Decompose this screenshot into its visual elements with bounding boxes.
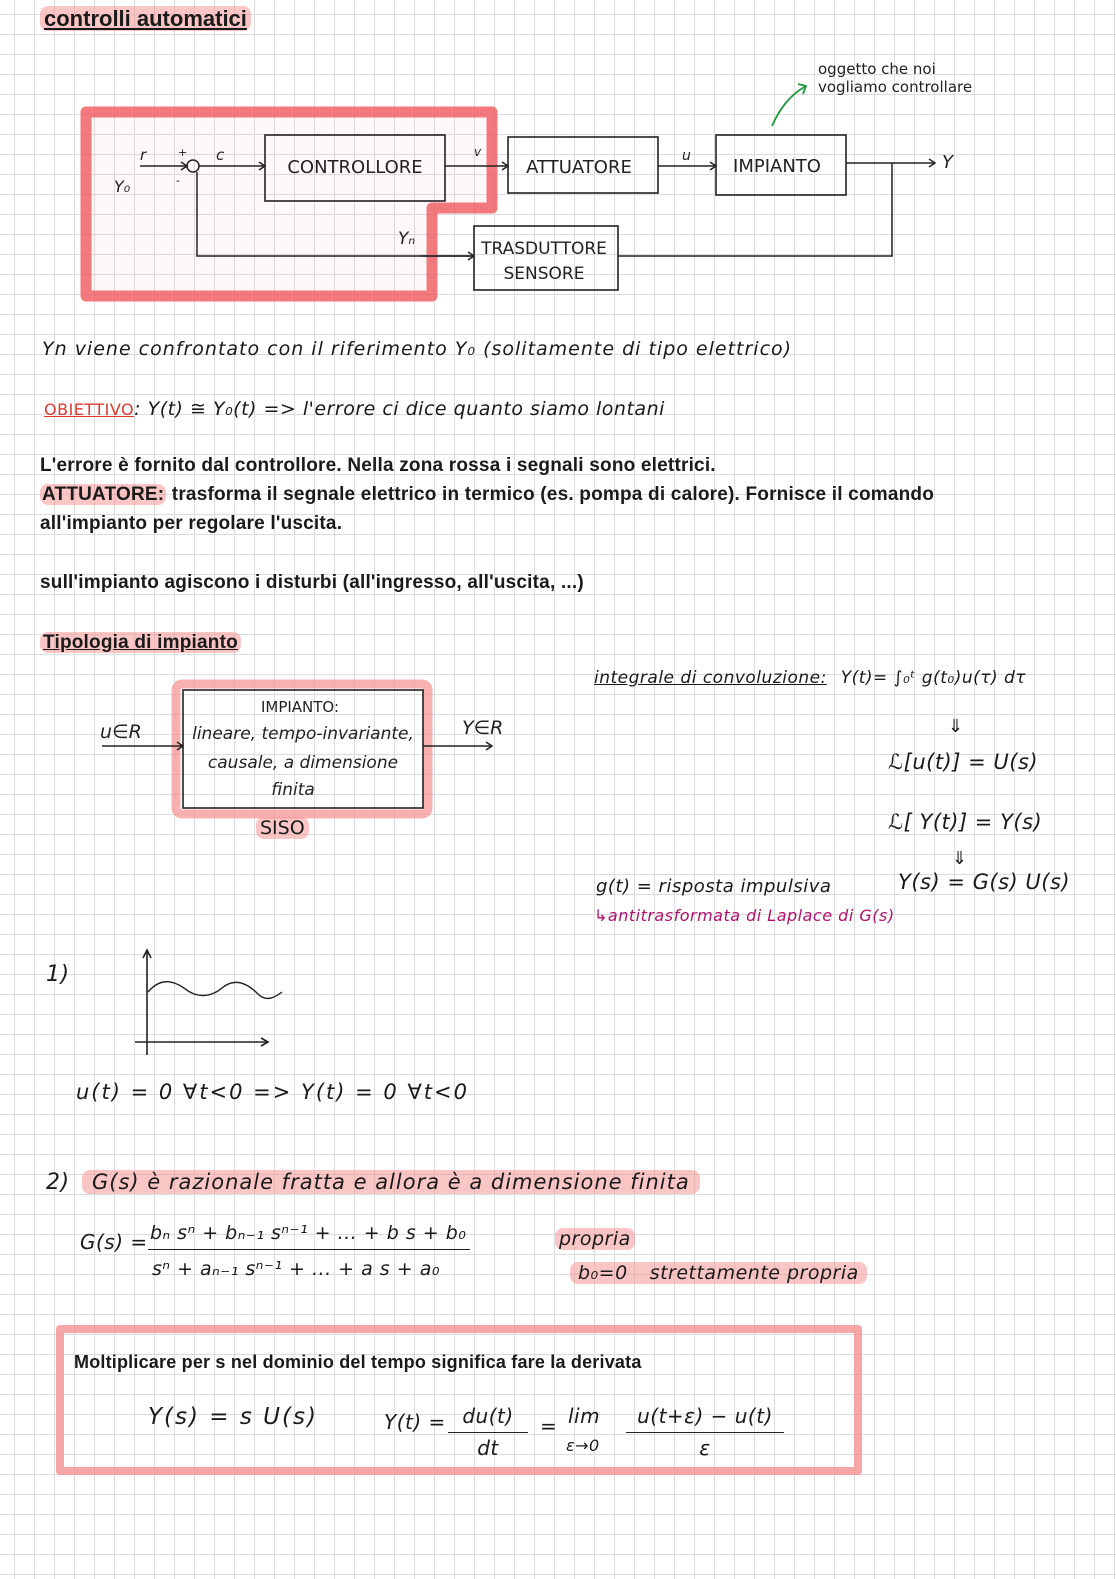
propria-label: propria [555, 1228, 635, 1250]
u-label: u [682, 148, 691, 164]
annotation-line-2: vogliamo controllare [818, 78, 973, 96]
attuatore-label: ATTUATORE [526, 157, 632, 178]
convolution-label: integrale di convoluzione: [594, 668, 827, 688]
tipologia-heading: Tipologia di impianto [40, 632, 241, 654]
laplace-result: Y(s) = G(s) U(s) [898, 870, 1071, 894]
attuatore-text: trasforma il segnale elettrico in termico (es. pompa di calore). Fornisce il comando [166, 484, 935, 505]
error-line: L'errore è fornito dal controllore. Nella zona rossa i segnali sono elettrici. [40, 455, 716, 476]
derivative-text: Moltiplicare per s nel dominio del tempo significa fare la derivata [74, 1352, 642, 1372]
laplace-y: ℒ[ Y(t)] = Y(s) [888, 810, 1043, 834]
b0-label: b₀=0 [578, 1262, 628, 1284]
strettamente-label: strettamente propria [649, 1262, 859, 1284]
yn-label: Yₙ [398, 229, 416, 249]
point-2-text: G(s) è razionale fratta e allora è a dimensione finita [82, 1170, 700, 1194]
lim-label: lim [568, 1404, 601, 1428]
sensore-label: SENSORE [503, 264, 585, 284]
c-label: c [216, 146, 225, 164]
block-diagram [0, 0, 1116, 320]
derivative-bar [448, 1432, 528, 1433]
objective-text: : Y(t) ≅ Y₀(t) => l'errore ci dice quanto siamo lontani [134, 398, 665, 420]
g-definition: g(t) = risposta impulsiva [596, 876, 832, 897]
impianto-label: IMPIANTO [733, 156, 821, 177]
plus-sign: + [178, 146, 188, 159]
lim-numerator: u(t+ε) − u(t) [637, 1404, 773, 1428]
lim-bar [626, 1432, 784, 1433]
page-title: controlli automatici [40, 6, 251, 32]
derivative-lhs: Y(s) = s U(s) [148, 1404, 318, 1430]
laplace-u: ℒ[u(t)] = U(s) [888, 750, 1039, 774]
g-denominator: sⁿ + aₙ₋₁ sⁿ⁻¹ + ... + a s + a₀ [152, 1258, 440, 1280]
controllore-label: CONTROLLORE [287, 157, 423, 178]
r-label: r [140, 146, 147, 164]
green-arrow-icon [772, 86, 806, 126]
g-lhs: G(s) = [80, 1230, 148, 1254]
attuatore-line [40, 484, 934, 506]
point-1-number: 1) [46, 962, 70, 987]
siso-box-line-3: finita [271, 780, 315, 800]
siso-block [183, 690, 423, 808]
derivative-den: dt [477, 1436, 499, 1460]
derivative-num: du(t) [462, 1404, 514, 1428]
convolution-line [594, 668, 1026, 688]
annotation-line-1: oggetto che noi [818, 60, 936, 78]
trasduttore-label: TRASDUTTORE [481, 239, 607, 259]
down-arrow-icon-1: ⇓ [948, 716, 964, 737]
minus-sign: - [176, 174, 180, 187]
point-2-number: 2) [46, 1170, 70, 1195]
objective-label: OBIETTIVO [44, 400, 135, 419]
siso-highlight [176, 684, 428, 814]
red-zone-outline [86, 112, 492, 296]
y0-label: Y₀ [114, 177, 131, 196]
attuatore-line-2: all'impianto per regolare l'uscita. [40, 513, 343, 534]
graph-curve [148, 982, 282, 999]
objective-line [44, 398, 665, 420]
down-arrow-icon-2: ⇓ [952, 848, 968, 869]
g-note: ↳antitrasformata di Laplace di G(s) [594, 906, 895, 925]
lim-denominator: ε [699, 1436, 711, 1460]
y-output-label: Y [942, 152, 953, 173]
siso-label: SISO [256, 817, 309, 839]
strettamente-line [570, 1262, 867, 1284]
v-label: v [474, 145, 482, 159]
convolution-formula: Y(t)= ∫₀ᵗ g(t₀)u(τ) dτ [840, 668, 1027, 688]
attuatore-label: ATTUATORE: [42, 484, 165, 505]
equals-sign: = [540, 1414, 558, 1438]
siso-box-title: IMPIANTO: [260, 698, 340, 716]
fraction-bar [148, 1249, 470, 1250]
y-t-label: Y(t) = [384, 1410, 446, 1434]
disturbi-line: sull'impianto agiscono i disturbi (all'ingresso, all'uscita, ...) [40, 572, 584, 593]
siso-box-line-1: lineare, tempo-invariante, [192, 724, 414, 744]
g-numerator: bₙ sⁿ + bₙ₋₁ sⁿ⁻¹ + ... + b s + b₀ [150, 1222, 467, 1244]
input-label: u∈R [100, 721, 142, 743]
siso-box-line-2: causale, a dimensione [207, 753, 399, 773]
note-line-1: Yn viene confrontato con il riferimento Y₀ (solitamente di tipo elettrico) [42, 338, 793, 360]
lim-sub: ε→0 [566, 1436, 600, 1455]
point-1-condition: u(t) = 0 ∀t<0 => Y(t) = 0 ∀t<0 [76, 1080, 469, 1104]
output-label: Y∈R [462, 717, 504, 739]
